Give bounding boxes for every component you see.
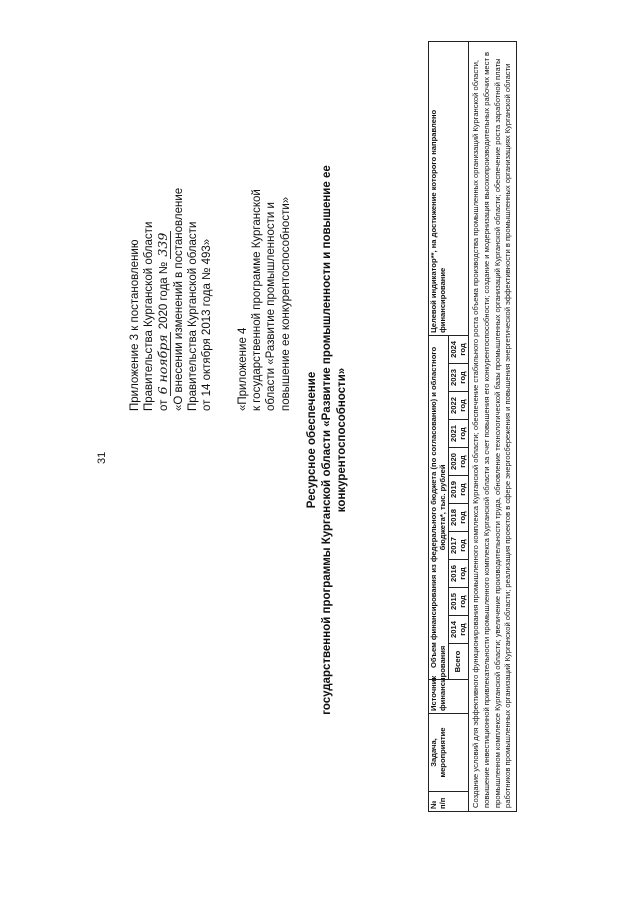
date-year: 2020 года № [158, 261, 171, 330]
header-year: 2016 год [449, 560, 469, 588]
header-num: № п/п [429, 792, 469, 812]
appendix4-line-2: к государственной программе Курганской [251, 189, 264, 411]
header-year: 2014 год [449, 616, 469, 644]
header-task: Задача, мероприятие [429, 714, 469, 792]
appendix-line-5: Правительства Курганской области [186, 221, 199, 411]
header-total: Всего [449, 644, 469, 680]
header-year: 2017 год [449, 532, 469, 560]
header-year: 2022 год [449, 392, 469, 420]
resource-table [428, 41, 517, 812]
appendix-line-2: Правительства Курганской области [143, 221, 156, 411]
header-year: 2020 год [449, 448, 469, 476]
header-year: 2019 год [449, 476, 469, 504]
goal-description: Создание условий для эффективного функционирования промышленного комплекса Курганской области; обеспечение стабильного роста объема производства промышленных организаций Курганской области, повышение инвестиционной привлекательности промышленного комплекса Курганской области за счет повышения его конкурентоспособности; создание и модернизация высокопроизводительных рабочих мест в промышленном комплексе Курганской области; увеличение производительности труда, обновление технологической базы промышленных организаций Курганской области; обеспечение роста заработной платы работников промышленных организаций Курганской области; реализация проектов в сфере энергосбережения и повышения энергетической эффективности в промышленных организациях Курганской области [469, 41, 517, 811]
title-line-2: государственной программы Курганской области «Развитие промышленности и повышение ее [321, 165, 333, 715]
header-year: 2021 год [449, 420, 469, 448]
appendix-line-4: «О внесении изменений в постановление [172, 187, 185, 411]
appendix-line-1: Приложение 3 к постановлению [129, 239, 141, 411]
appendix4-line-1: «Приложение 4 [237, 327, 249, 411]
appendix-4-block [236, 91, 293, 411]
title-line-1: Ресурсное обеспечение [306, 371, 318, 509]
document-title [305, 90, 350, 790]
handwritten-date: 6 ноября [155, 334, 171, 395]
header-source: Источник финансирования [429, 680, 469, 714]
handwritten-number: 339 [155, 232, 171, 257]
appendix4-line-4: повышение ее конкурентоспособности» [279, 196, 292, 411]
page-number: 31 [96, 451, 108, 464]
header-indicator: Целевой индикатор**, на достижение которого направлено финансирование [429, 41, 469, 335]
header-year: 2015 год [449, 588, 469, 616]
header-funding: Объем финансирования из федерального бюджета (по согласованию) и областного бюджета*, тыс. рублей [429, 335, 449, 679]
appendix-line-6: от 14 октября 2013 года № 493» [201, 238, 214, 411]
header-year: 2024 год [449, 335, 469, 363]
title-line-3: конкурентоспособности» [336, 367, 348, 513]
appendix-header [128, 91, 214, 411]
appendix4-line-3: области «Развитие промышленности и [265, 202, 278, 411]
header-year: 2023 год [449, 364, 469, 392]
appendix-date-line [156, 91, 171, 411]
header-year: 2018 год [449, 504, 469, 532]
date-prefix: от [158, 399, 171, 411]
